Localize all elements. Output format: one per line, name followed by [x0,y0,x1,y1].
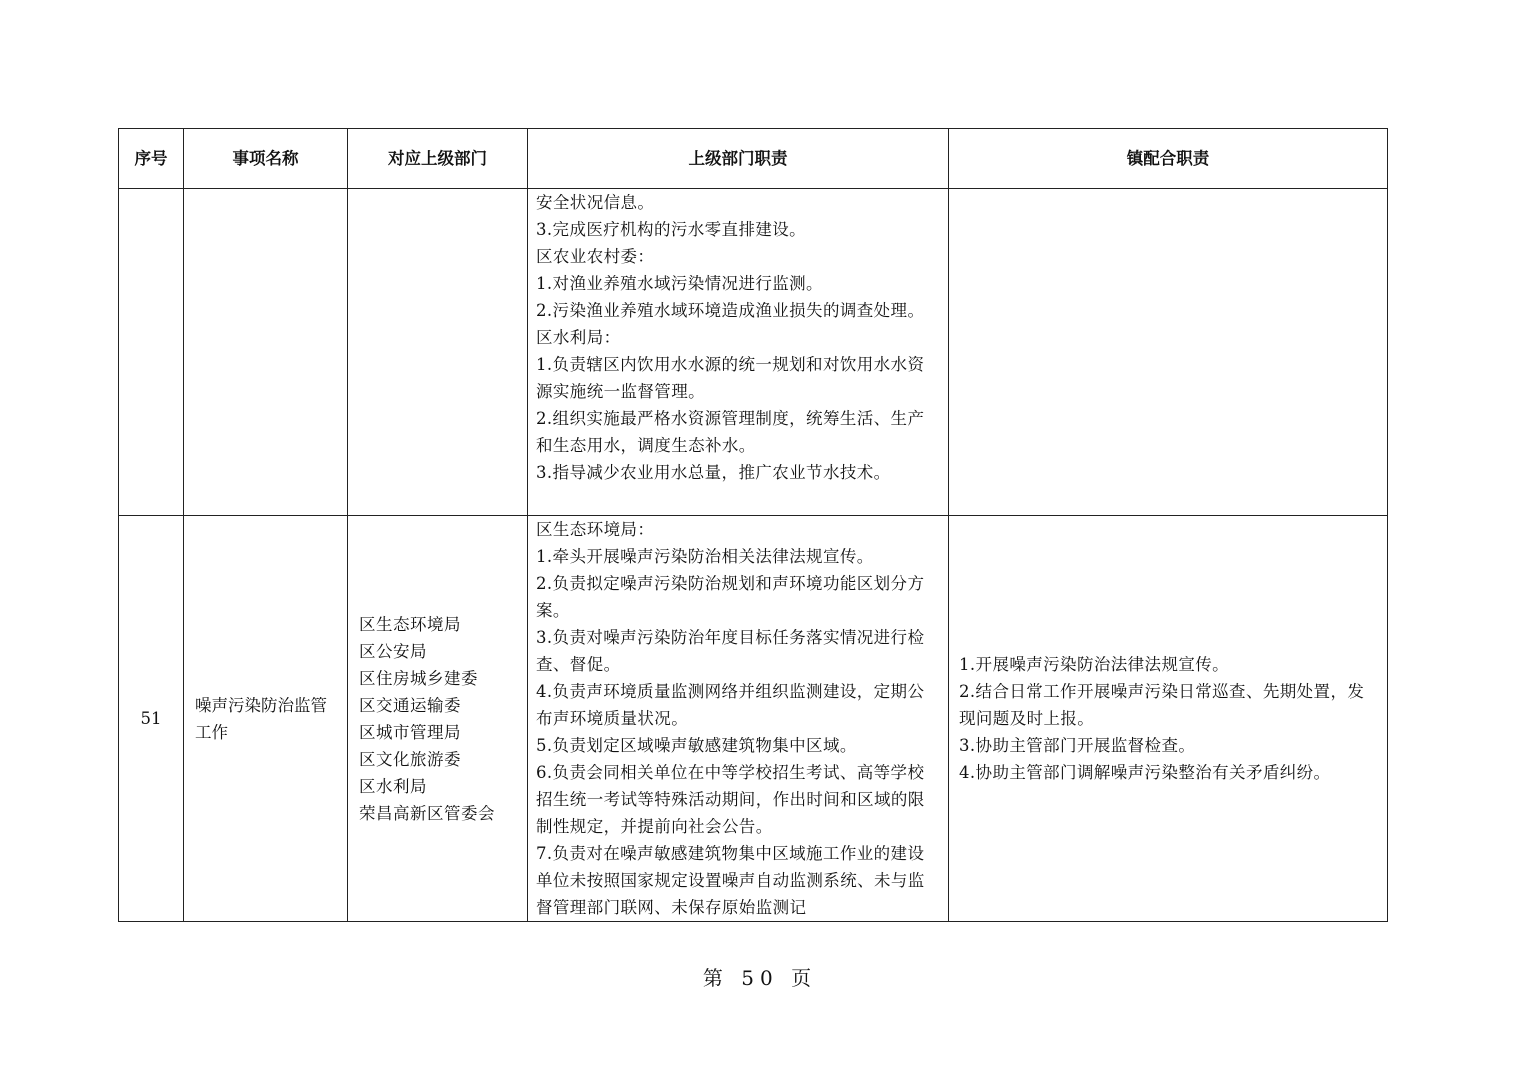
town-duty-line: 3.协助主管部门开展监督检查。 [959,736,1196,755]
header-town-duties: 镇配合职责 [949,129,1388,189]
duty-line: 3.完成医疗机构的污水零直排建设。 [536,220,807,239]
table-row [119,516,1388,922]
town-duty-line: 1.开展噪声污染防治法律法规宣传。 [959,655,1230,674]
duty-line: 安全状况信息。 [536,193,655,212]
duty-line: 3.指导减少农业用水总量，推广农业节水技术。 [536,463,891,482]
department-item: 荣昌高新区管委会 [359,803,495,823]
duty-line: 1.牵头开展噪声污染防治相关法律法规宣传。 [536,547,874,566]
duty-line: 2.负责拟定噪声污染防治规划和声环境功能区划分方案。 [536,574,925,620]
responsibility-table [118,128,1388,922]
duty-line: 1.对渔业养殖水域污染情况进行监测。 [536,274,823,293]
duty-line: 5.负责划定区域噪声敏感建筑物集中区域。 [536,736,857,755]
town-duty-line: 2.结合日常工作开展噪声污染日常巡查、先期处置，发现问题及时上报。 [959,682,1365,728]
row-superior-duties [528,189,949,516]
duty-line: 区农业农村委： [536,247,655,266]
row-town-duties [949,189,1388,516]
department-item: 区住房城乡建委 [359,668,478,688]
header-superior-dept: 对应上级部门 [348,129,528,189]
row-item-name: 噪声污染防治监管工作 [184,516,348,922]
duty-line: 7.负责对在噪声敏感建筑物集中区域施工作业的建设单位未按照国家规定设置噪声自动监测系统、未与监督管理部门联网、未保存原始监测记 [536,844,925,917]
department-item: 区生态环境局 [359,614,461,634]
page-number: 第 50 页 [702,966,818,990]
department-item: 区水利局 [359,776,427,796]
department-item: 区公安局 [359,641,427,661]
row-superior-duties [528,516,949,922]
duty-line: 4.负责声环境质量监测网络并组织监测建设，定期公布声环境质量状况。 [536,682,925,728]
row-item-name [184,189,348,516]
duty-line: 3.负责对噪声污染防治年度目标任务落实情况进行检查、督促。 [536,628,925,674]
row-town-duties [949,516,1388,922]
row-departments [348,516,528,922]
town-duty-line: 4.协助主管部门调解噪声污染整治有关矛盾纠纷。 [959,763,1331,782]
header-superior-duties: 上级部门职责 [528,129,949,189]
row-seq [119,189,184,516]
duty-line: 1.负责辖区内饮用水水源的统一规划和对饮用水水资源实施统一监督管理。 [536,355,925,401]
department-item: 区交通运输委 [359,695,461,715]
header-item-name: 事项名称 [184,129,348,189]
department-item: 区城市管理局 [359,722,461,742]
duty-line: 区生态环境局： [536,520,655,539]
table-header-row [119,129,1388,189]
duty-line: 区水利局： [536,328,621,347]
duty-line: 2.污染渔业养殖水域环境造成渔业损失的调查处理。 [536,301,925,320]
header-seq: 序号 [119,129,184,189]
duty-line: 2.组织实施最严格水资源管理制度，统筹生活、生产和生态用水，调度生态补水。 [536,409,925,455]
table-row [119,189,1388,516]
duty-line: 6.负责会同相关单位在中等学校招生考试、高等学校招生统一考试等特殊活动期间，作出时间和区域的限制性规定，并提前向社会公告。 [536,763,925,836]
department-item: 区文化旅游委 [359,749,461,769]
row-seq: 51 [119,516,184,922]
row-departments [348,189,528,516]
